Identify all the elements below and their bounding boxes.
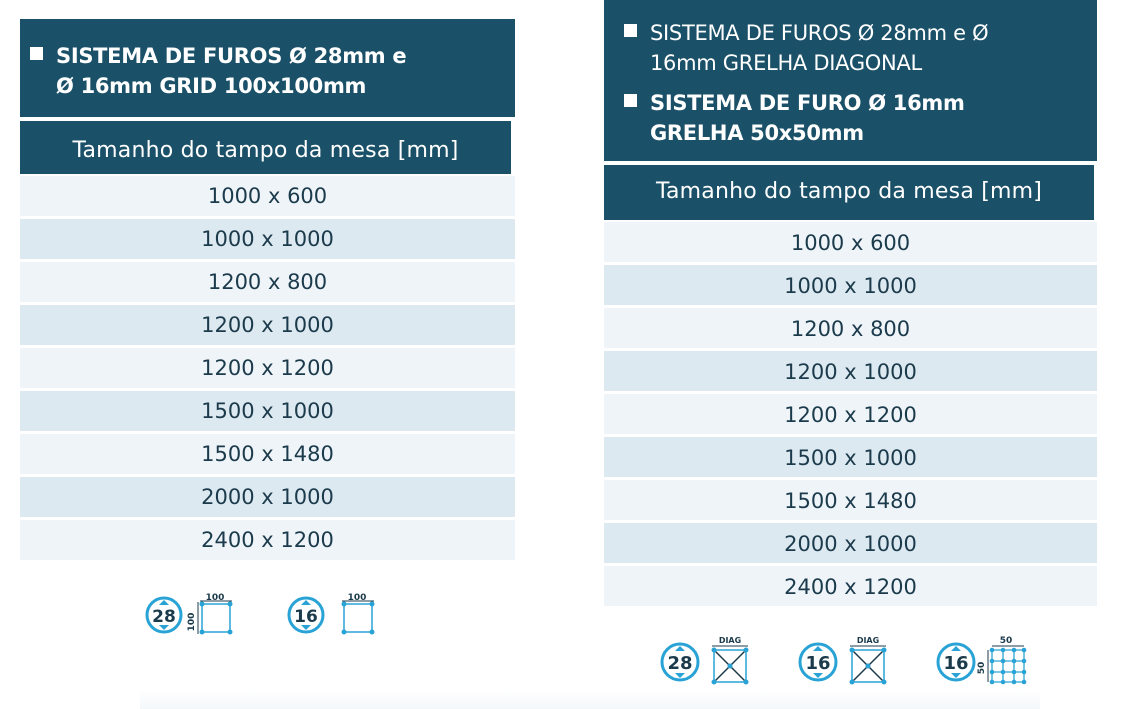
table-row: 1500 x 1480 (604, 480, 1097, 520)
table-row: 1200 x 1000 (20, 305, 515, 345)
table-row: 1200 x 1200 (20, 348, 515, 388)
diameter-label: 16 (805, 653, 831, 674)
left-heading-line-2: Ø 16mm GRID 100x100mm (56, 74, 367, 98)
grid-label: 100 (347, 593, 367, 603)
right-bullet-1-line-1: SISTEMA DE FUROS Ø 28mm e Ø (650, 21, 989, 45)
table-row: 1200 x 1200 (604, 394, 1097, 434)
table-row: 1000 x 600 (604, 222, 1097, 262)
right-bullet-2-line-1: SISTEMA DE FURO Ø 16mm (650, 91, 965, 115)
bottom-fade (140, 690, 1040, 709)
table-row: 1500 x 1000 (20, 391, 515, 431)
grid-label: 100 (205, 593, 225, 603)
diameter-label: 28 (667, 653, 693, 674)
table-row: 2000 x 1000 (604, 523, 1097, 563)
grid-label: 50 (999, 636, 1013, 646)
right-bullet-2-line-2: GRELHA 50x50mm (650, 121, 864, 145)
table-row: 2400 x 1200 (20, 520, 515, 560)
hole-16-grid-50-icon (936, 632, 1030, 688)
grid-label: DIAG (718, 636, 742, 645)
right-hole-system-icons (660, 632, 1030, 688)
table-row: 1200 x 800 (604, 308, 1097, 348)
hole-28-diagonal-icon (660, 632, 754, 688)
left-column-header: Tamanho do tampo da mesa [mm] (20, 121, 511, 174)
left-table-panel (20, 19, 515, 560)
right-heading-bullet-1 (650, 18, 1067, 78)
hole-28-grid-100-icon (145, 588, 235, 638)
right-rows (604, 222, 1097, 606)
left-hole-system-icons (145, 588, 377, 638)
table-row: 1000 x 1000 (604, 265, 1097, 305)
grid-label-vertical: 50 (977, 661, 987, 675)
table-row: 2400 x 1200 (604, 566, 1097, 606)
right-heading-box (604, 0, 1097, 161)
left-heading-line-1: SISTEMA DE FUROS Ø 28mm e (56, 44, 407, 68)
bullet-square-icon (30, 47, 43, 60)
left-heading-box (20, 19, 515, 117)
right-table-panel (604, 0, 1097, 606)
left-rows (20, 176, 515, 560)
hole-16-grid-100-icon (287, 588, 377, 638)
table-row: 1500 x 1000 (604, 437, 1097, 477)
left-heading (56, 41, 485, 101)
right-heading-bullet-2 (650, 88, 1067, 148)
table-row: 1000 x 1000 (20, 219, 515, 259)
right-bullet-1-line-2: 16mm GRELHA DIAGONAL (650, 51, 922, 75)
grid-label-vertical: 100 (187, 612, 197, 632)
hole-16-diagonal-icon (798, 632, 892, 688)
grid-label: DIAG (856, 636, 880, 645)
right-column-header: Tamanho do tampo da mesa [mm] (604, 165, 1094, 220)
table-row: 1500 x 1480 (20, 434, 515, 474)
table-row: 1000 x 600 (20, 176, 515, 216)
diameter-label: 16 (294, 607, 318, 627)
diameter-label: 28 (152, 607, 176, 627)
table-row: 2000 x 1000 (20, 477, 515, 517)
table-row: 1200 x 1000 (604, 351, 1097, 391)
diameter-label: 16 (943, 653, 969, 674)
bullet-square-icon (624, 24, 637, 37)
bullet-square-icon (624, 94, 637, 107)
table-row: 1200 x 800 (20, 262, 515, 302)
